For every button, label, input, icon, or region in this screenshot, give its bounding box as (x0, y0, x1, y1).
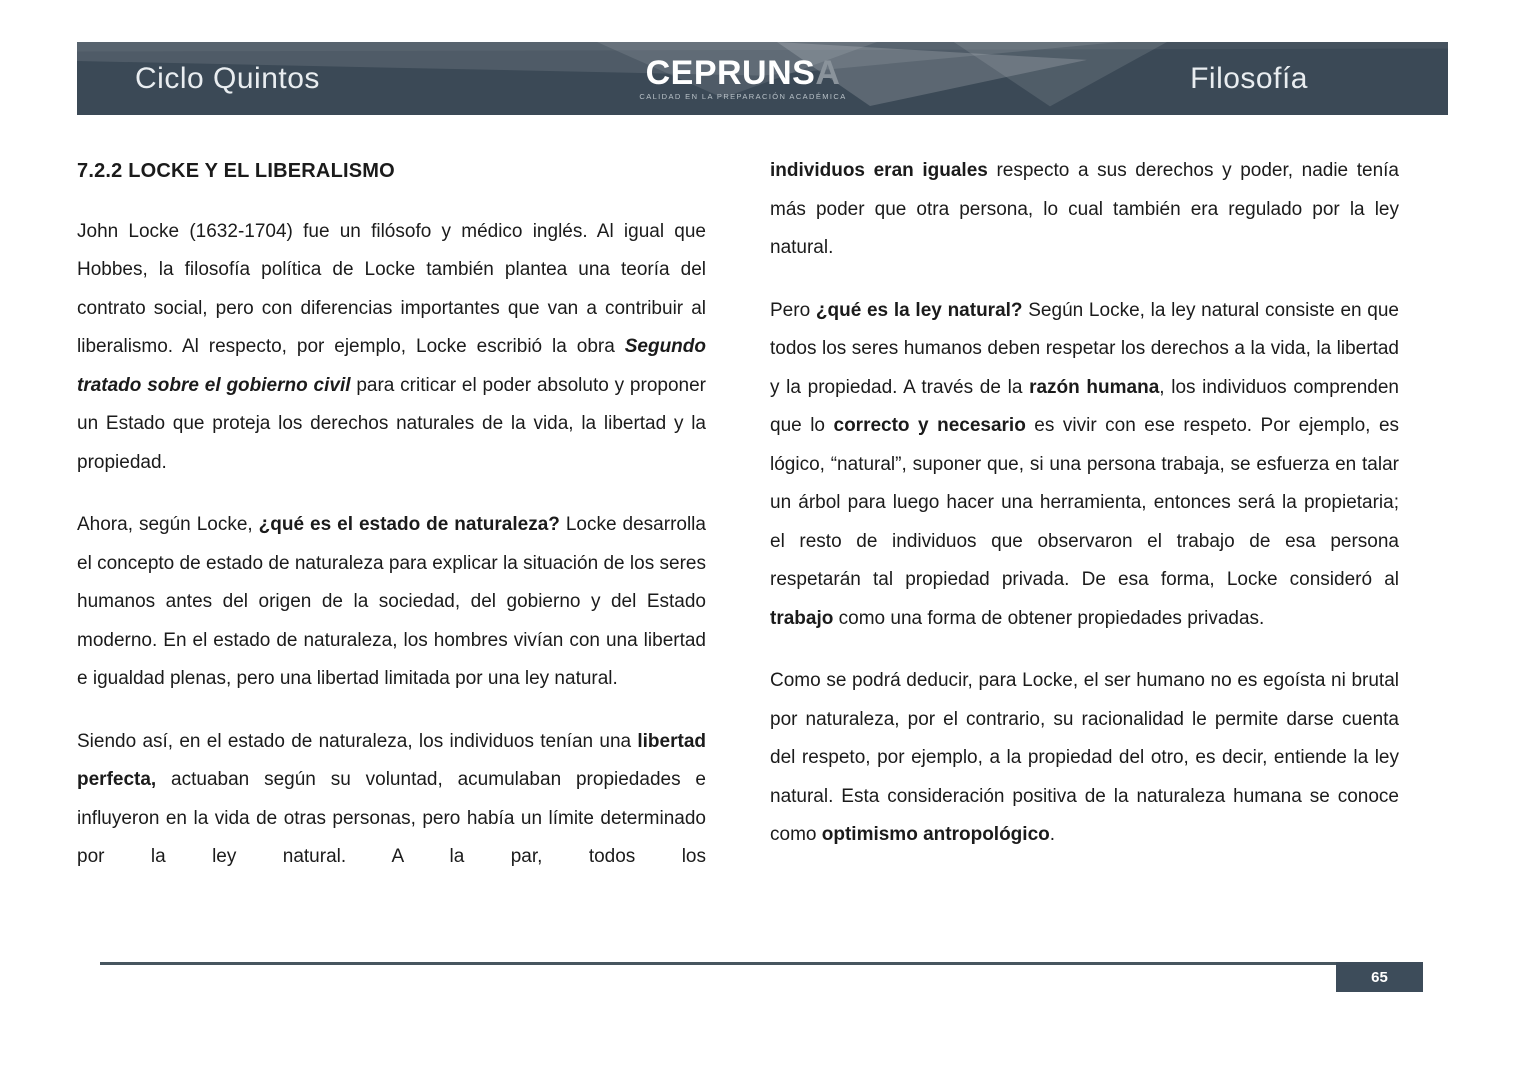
text-column-left (77, 152, 706, 901)
paragraph (770, 292, 1399, 639)
footer-divider (100, 962, 1336, 965)
ceprunsa-logo (639, 56, 846, 101)
paragraph (77, 213, 706, 483)
header-subject-title: Filosofía (1190, 61, 1308, 95)
ceprunsa-logo-tagline: CALIDAD EN LA PREPARACIÓN ACADÉMICA (639, 92, 847, 102)
text-column-right (770, 152, 1399, 879)
text-run: Locke desarrolla el concepto de estado de naturaleza para explicar la situación de los seres humanos antes del origen de la sociedad, del gobierno y del Estado moderno. En el estado de naturaleza, los hombres vivían con una libertad e igualdad plenas, pero una libertad limitada por una ley natural. (77, 514, 706, 689)
text-run: individuos eran iguales (770, 160, 988, 181)
text-run: ¿qué es el estado de naturaleza? (258, 514, 560, 535)
header-cycle-title: Ciclo Quintos (135, 61, 320, 95)
text-run: . (1049, 824, 1056, 845)
text-run: Según Locke, la ley natural consiste en que todos los seres humanos deben respetar los derechos a la vida, la libertad y la propiedad. A través de la (770, 299, 1400, 398)
text-run: Segundo tratado sobre el gobierno civil (77, 336, 706, 396)
text-run: como una forma de obtener propiedades privadas. (833, 607, 1265, 629)
text-run: John Locke (1632-1704) fue un filósofo y médico inglés. Al igual que Hobbes, la filosofía política de Locke también plantea una teoría del contrato social, pero con diferencias importantes que van a contribuir al liberalismo. Al respecto, por ejemplo, Locke escribió la obra (77, 220, 706, 357)
paragraph (770, 662, 1399, 855)
text-run: Siendo así, en el estado de naturaleza, los individuos tenían una (77, 730, 638, 752)
paragraph (77, 506, 706, 699)
paragraph (770, 152, 1399, 268)
page-header (77, 42, 1448, 115)
text-run: actuaban según su voluntad, acumulaban propiedades e influyeron en la vida de otras personas, pero había un límite determinado por la ley natural. A la par, todos los (77, 769, 706, 867)
text-run: para criticar el poder absoluto y proponer un Estado que proteja los derechos naturales de la vida, la libertad y la propiedad. (77, 374, 706, 473)
text-run: correcto y necesario (833, 415, 1026, 436)
logo-word-main: CEPRUNS (645, 54, 816, 93)
text-run: Pero (770, 299, 816, 321)
text-run: respecto a sus derechos y poder, nadie tenía más poder que otra persona, lo cual también era regulado por la ley natural. (770, 160, 1399, 258)
text-run: ¿qué es la ley natural? (815, 299, 1023, 321)
text-run: es vivir con ese respeto. Por ejemplo, es lógico, “natural”, suponer que, si una persona trabaja, se esfuerza en talar un árbol para luego hacer una herramienta, entonces será la propietaria; el resto de individuos que observaron el trabajo de esa persona respetarán tal propiedad privada. De esa forma, Locke consideró al (770, 415, 1400, 590)
page-number-badge (1336, 962, 1423, 992)
text-run: trabajo (770, 607, 834, 629)
paragraph (77, 723, 706, 877)
text-run: Ahora, según Locke, (77, 514, 259, 535)
text-run: libertad perfecta, (77, 730, 706, 790)
text-run: Como se podrá deducir, para Locke, el ser humano no es egoísta ni brutal por naturaleza, por el contrario, su racionalidad le permite darse cuenta del respeto, por ejemplo, a la propiedad del otro, es decir, entiende la ley natural. Esta consideración positiva de la naturaleza humana se conoce como (770, 670, 1399, 845)
logo-word-last-letter: A (815, 54, 841, 93)
text-run: razón humana (1029, 376, 1160, 398)
section-heading: 7.2.2 LOCKE Y EL LIBERALISMO (77, 160, 395, 182)
ceprunsa-logo-wordmark (639, 54, 846, 93)
page-number: 65 (1371, 968, 1388, 986)
header-graphic-facet-3 (907, 42, 1167, 112)
text-run: optimismo antropológico (821, 824, 1050, 845)
text-run: , los individuos comprenden que lo (770, 376, 1399, 436)
